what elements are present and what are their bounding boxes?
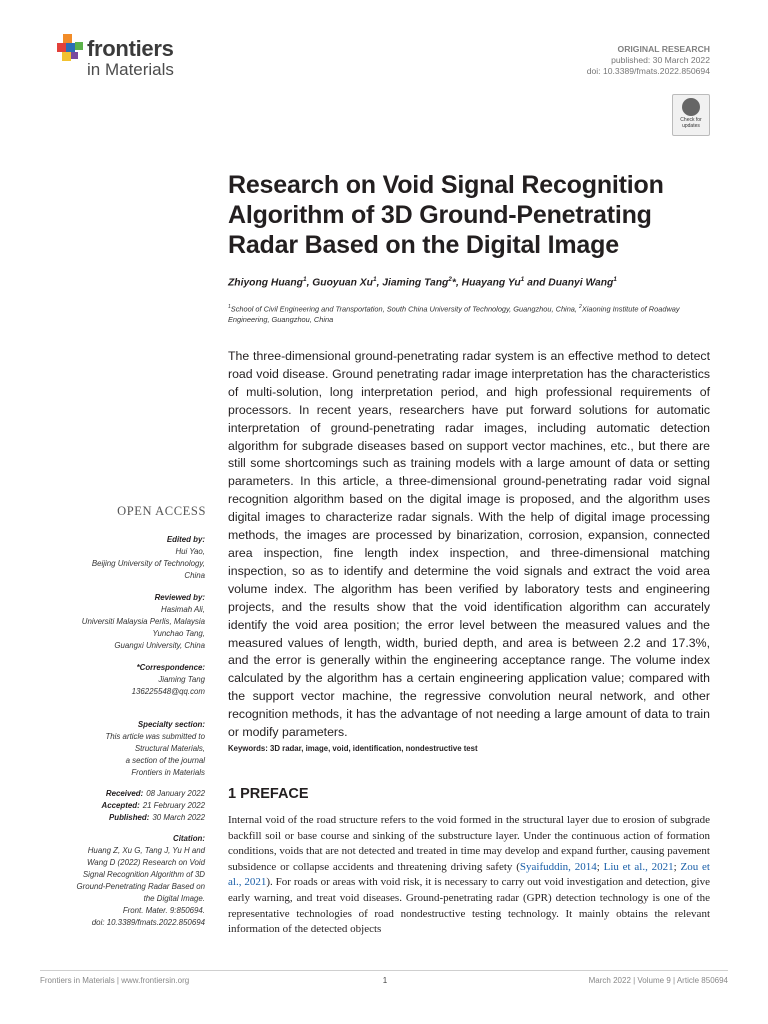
author-name[interactable]: Zhiyong Huang xyxy=(228,277,303,289)
correspondence-heading: *Correspondence: xyxy=(136,663,205,672)
citation-line: Signal Recognition Algorithm of 3D xyxy=(82,870,205,879)
specialty-line: Structural Materials, xyxy=(134,744,205,753)
author-separator: , xyxy=(455,277,462,289)
footer-divider xyxy=(40,970,728,971)
affil-marker: 1 xyxy=(228,304,231,310)
correspondent-email[interactable]: 136225548@qq.com xyxy=(131,687,205,696)
reviewed-by-block xyxy=(40,592,205,652)
correspondence-block xyxy=(40,662,205,698)
article-type: ORIGINAL RESEARCH xyxy=(617,44,710,54)
publish-date: published: 30 March 2022 xyxy=(611,55,710,65)
edited-by-block xyxy=(40,534,205,582)
author-affil-marker: 2 xyxy=(448,276,452,283)
citation-line: Front. Mater. 9:850694. xyxy=(122,906,205,915)
specialty-line: a section of the journal xyxy=(125,756,205,765)
affiliation-1: School of Civil Engineering and Transportation, South China University of Technology, Guangzhou, China, xyxy=(230,304,580,314)
citation-line: Wang D (2022) Research on Void xyxy=(87,858,205,867)
abstract: The three-dimensional ground-penetrating radar system is an effective method to detect road void disease. Ground penetrating radar image interpretation has the characteristics of multi-solution, long interpretation period, and high professional requirements of processors. In recent years, researchers have put forward solutions for automatic interpretation of ground-penetrating radar images, including automatic detection algorithm for subgrade diseases based on support vector machines, etc., but there are still some shortcomings such as training models with a large amount of data or setting parameters. In this article, a three-dimensional ground-penetrating radar void signal recognition algorithm based on the digital image is proposed, and the algorithm uses digital images to characterize radar signals. With the help of digital image processing methods, the images are processed by binarization, corrosion, expansion, connected area inspection, fine length index inspection, and three-dimensional matching inspection, so as to identify and determine the void signals and extract the void area volume index. The algorithm has been verified by laboratory tests and engineering projects, and the results show that the void identification algorithm can accurately identify the void area position; the error level between the measured values and the measured values of length, width, buried depth, and area is between 2.2 and 17.3%, and the error is generally within the engineering acceptance range. The volume index calculated by the algorithm has a certain engineering application value; compared with the support vector machine, the regressive convolution neural network, and other recognition methods, it has the advantage of not needing a large amount of data to train or modify parameters. xyxy=(228,349,710,740)
check-for-updates-button[interactable] xyxy=(672,94,710,136)
citation-heading: Citation: xyxy=(173,834,205,843)
author-separator: and xyxy=(524,277,549,289)
page-number: 1 xyxy=(382,976,388,985)
journal-logo xyxy=(57,34,197,84)
journal-name: in Materials xyxy=(87,60,174,79)
citation-line: Ground-Penetrating Radar Based on xyxy=(76,882,205,891)
edited-by-heading: Edited by: xyxy=(166,535,205,544)
reviewer-line[interactable]: Hasimah Ali, xyxy=(161,605,205,614)
keywords: Keywords: 3D radar, image, void, identification, nondestructive test xyxy=(228,744,478,753)
author-name[interactable]: Duanyi Wang xyxy=(548,277,614,289)
body-text-part: ). For roads or areas with void risk, it is necessary to carry out void investigation and detection, give early warning, and treat void diseases. Ground-penetrating radar (GPR) detection technology is one of the representative technologies of road nondestructive testing technology. It mainly obtains the relevant information of the detected objects xyxy=(228,876,710,936)
editor-line: Beijing University of Technology, xyxy=(91,559,205,568)
footer-issue-info: March 2022 | Volume 9 | Article 850694 xyxy=(588,976,728,985)
author-separator: , xyxy=(306,277,313,289)
author-list xyxy=(228,276,718,288)
footer-journal-link[interactable]: Frontiers in Materials | www.frontiersin.org xyxy=(40,976,190,985)
citation-separator: ; xyxy=(673,860,681,873)
check-updates-icon xyxy=(682,98,700,116)
affiliations xyxy=(228,302,713,325)
reviewer-line[interactable]: Yunchao Tang, xyxy=(152,629,205,638)
citation-link[interactable]: Zou et al., 2021 xyxy=(228,860,710,889)
author-name[interactable]: Guoyuan Xu xyxy=(312,277,373,289)
reviewer-line: Guangxi University, China xyxy=(114,641,205,650)
date-label: Received: xyxy=(105,789,144,798)
section-body xyxy=(228,813,710,938)
specialty-section-block xyxy=(40,719,205,779)
reviewed-by-heading: Reviewed by: xyxy=(154,593,205,602)
author-name[interactable]: Jiaming Tang xyxy=(382,277,449,289)
editor-line[interactable]: Hui Yao, xyxy=(175,547,205,556)
section-heading: 1 PREFACE xyxy=(228,786,309,802)
editor-line: China xyxy=(184,571,205,580)
author-separator: , xyxy=(376,277,383,289)
doi-link[interactable]: doi: 10.3389/fmats.2022.850694 xyxy=(586,66,710,76)
citation-line: the Digital Image. xyxy=(143,894,205,903)
author-name[interactable]: Huayang Yu xyxy=(461,277,521,289)
author-affil-marker: 1 xyxy=(302,276,307,283)
author-affil-marker: 1 xyxy=(520,276,525,283)
check-updates-label: Check for updates xyxy=(680,117,702,129)
citation-block xyxy=(40,833,205,929)
frontiers-logo-icon xyxy=(57,34,84,66)
date-value: 08 January 2022 xyxy=(146,789,205,798)
open-access-label: OPEN ACCESS xyxy=(117,504,206,518)
dates-block xyxy=(40,788,205,824)
corresponding-marker: * xyxy=(451,277,456,289)
citation-separator: ; xyxy=(596,860,604,873)
date-label: Accepted: xyxy=(101,801,140,810)
author-affil-marker: 1 xyxy=(613,276,617,283)
published-date xyxy=(40,812,205,824)
author-affil-marker: 1 xyxy=(372,276,377,283)
specialty-line: Frontiers in Materials xyxy=(131,768,205,777)
affil-marker: 2 xyxy=(579,304,582,310)
date-value: 21 February 2022 xyxy=(142,801,205,810)
reviewer-line: Universiti Malaysia Perlis, Malaysia xyxy=(81,617,205,626)
specialty-line: This article was submitted to xyxy=(105,732,205,741)
citation-line: Huang Z, Xu G, Tang J, Yu H and xyxy=(87,846,205,855)
brand-name: frontiers xyxy=(87,36,174,61)
citation-link[interactable]: Liu et al., 2021 xyxy=(603,860,674,873)
citation-doi[interactable]: doi: 10.3389/fmats.2022.850694 xyxy=(91,918,205,927)
affiliation-2: Xiaoning Institute of Roadway Engineering, Guangzhou, China xyxy=(228,304,680,325)
citation-link[interactable]: Syaifuddin, 2014 xyxy=(519,860,597,873)
paper-title: Research on Void Signal Recognition Algorithm of 3D Ground-Penetrating Radar Based on the Digital Image xyxy=(228,171,664,259)
accepted-date xyxy=(40,800,205,812)
received-date xyxy=(40,788,205,800)
body-text-part: Internal void of the road structure refers to the void formed in the structural layer due to erosion of subgrade backfill soil or base course and sinking of the substructure layer. Under the continuous action of formation conditions, voids that are not detected and treated in time may develop and expand further, causing pavement subsidence or collapse accidents and threatening driving safety ( xyxy=(228,814,710,873)
date-label: Published: xyxy=(109,813,150,822)
specialty-heading: Specialty section: xyxy=(137,720,205,729)
correspondent-name: Jiaming Tang xyxy=(158,675,205,684)
date-value: 30 March 2022 xyxy=(152,813,205,822)
